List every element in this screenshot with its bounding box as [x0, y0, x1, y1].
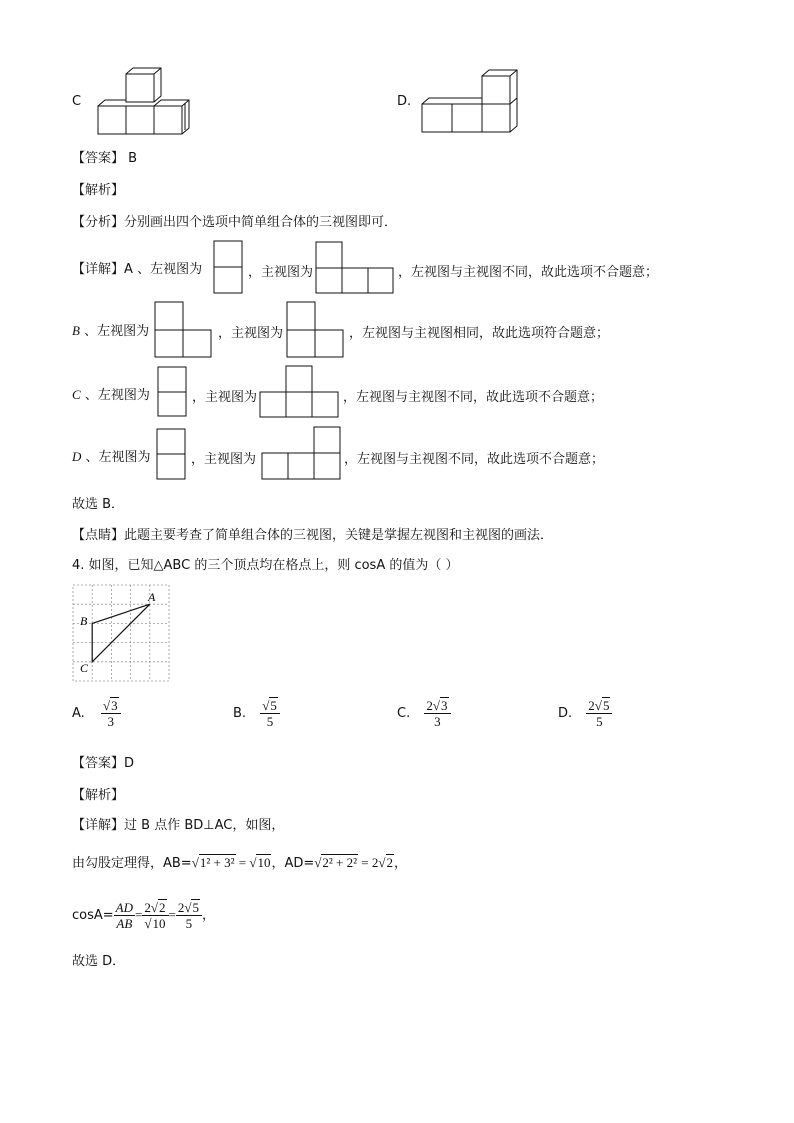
detail-c-text: C 、左视图为 [72, 387, 150, 403]
choice-b: B. $\frac{√5}{5}$ [233, 698, 280, 729]
question-4: 4. 如图，已知△ABC 的三个顶点均在格点上，则 cosA 的值为（ ） [72, 558, 459, 573]
detail-c-left-view [157, 366, 189, 420]
detail-d-left-view [156, 428, 188, 482]
option-c-figure [92, 66, 197, 138]
analysis-tag-1: 【解析】 [72, 183, 125, 198]
triangle-grid-figure [72, 584, 172, 684]
detail-a-left-view [213, 240, 245, 296]
detail-d-main-label: ，主视图为 [191, 452, 257, 467]
detail-c-conclusion: ，左视图与主视图不同，故此选项不合题意； [343, 390, 604, 405]
detail-a-conclusion: ，左视图与主视图不同，故此选项不合题意； [398, 265, 659, 280]
dianjing: 【点睛】此题主要考查了简单组合体的三视图，关键是掌握左视图和主视图的画法． [72, 528, 554, 543]
detail-a-text: 【详解】A 、左视图为 [72, 262, 203, 277]
fenxi: 【分析】分别画出四个选项中简单组合体的三视图即可． [72, 215, 398, 230]
vertex-b-label: B [80, 614, 88, 628]
detail-4: 【详解】过 B 点作 BD⊥AC，如图， [72, 818, 285, 833]
detail-a-main-label: ，主视图为 [248, 265, 314, 280]
answer-1: 【答案】 B [72, 151, 138, 166]
option-d-label: D. [397, 94, 412, 109]
detail-b-left-view [153, 300, 215, 360]
detail-d-text: D 、左视图为 [72, 449, 151, 465]
choice-d: D. $\frac{2√5}{5}$ [558, 698, 612, 729]
vertex-a-label: A [148, 590, 156, 604]
vertex-c-label: C [80, 661, 89, 675]
choice-a: A. $\frac{√3}{3}$ [72, 698, 121, 729]
pythagoras-line: 由勾股定理得，AB=√1² + 3² = √10，AD=√2² + 2² = 2√2， [72, 855, 408, 871]
cos-line: cosA= $\frac{AD}{AB}$ = $\frac{2√2}{√10}$ = $\frac{2√5}{5}$ ， [72, 900, 215, 931]
detail-b-text: B 、左视图为 [72, 323, 150, 339]
detail-b-main-view [285, 300, 347, 360]
detail-c-main-label: ，主视图为 [192, 390, 258, 405]
detail-a-main-view [314, 240, 396, 296]
choice-c: C. $\frac{2√3}{3}$ [397, 698, 451, 729]
option-d-figure [418, 66, 528, 138]
option-c-label: C [72, 94, 82, 109]
detail-b-conclusion: ，左视图与主视图相同，故此选项符合题意； [349, 326, 610, 341]
detail-d-main-view [260, 425, 344, 483]
detail-d-conclusion: ，左视图与主视图不同，故此选项不合题意； [344, 452, 605, 467]
detail-c-main-view [258, 364, 342, 420]
analysis-tag-2: 【解析】 [72, 788, 125, 803]
detail-b-main-label: ，主视图为 [218, 326, 284, 341]
choose-2: 故选 D． [72, 954, 126, 969]
answer-2: 【答案】D [72, 756, 135, 771]
choose-1: 故选 B． [72, 497, 125, 512]
